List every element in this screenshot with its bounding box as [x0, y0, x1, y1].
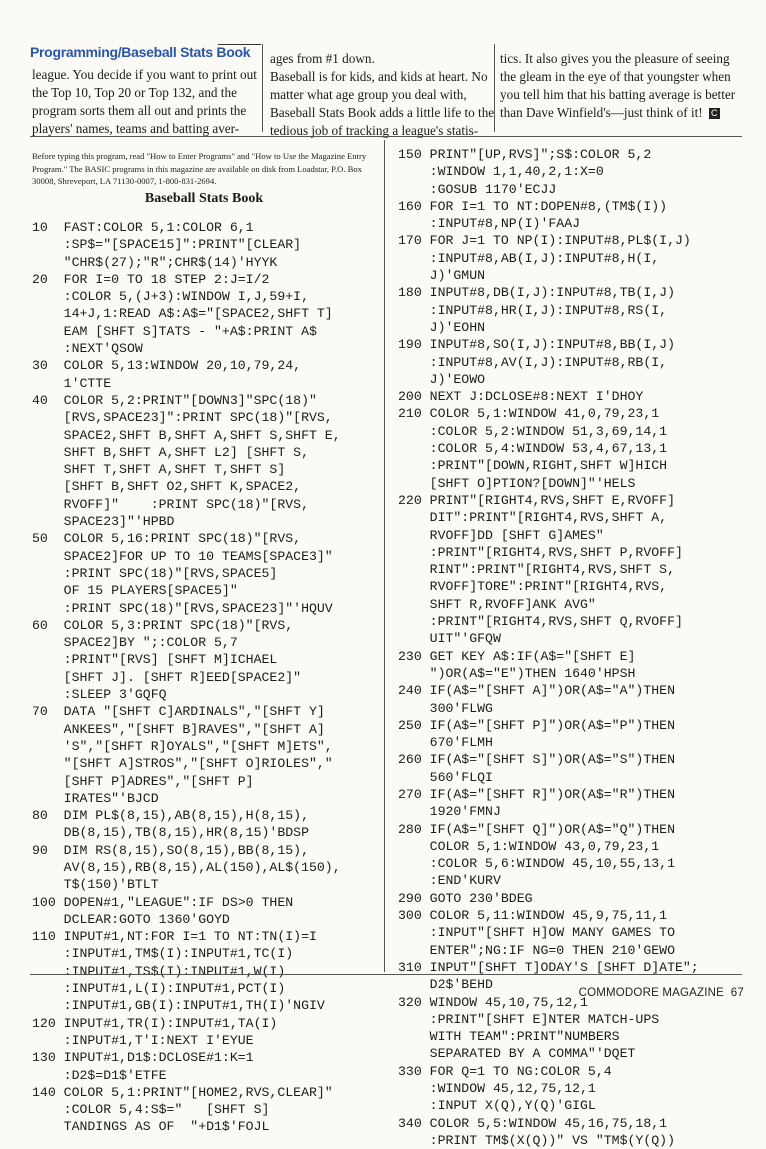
code-line: :INPUT"[SHFT H]OW MANY GAMES TO [398, 925, 675, 941]
code-line: 180 INPUT#8,DB(I,J):INPUT#8,TB(I,J) [398, 285, 675, 301]
code-line: 320 WINDOW 45,10,75,12,1 [398, 994, 588, 1010]
column-divider [384, 140, 385, 972]
code-line: 210 COLOR 5,1:WINDOW 41,0,79,23,1 [398, 406, 660, 422]
code-line: 80 DIM PL$(8,15),AB(8,15),H(8,15), [32, 808, 309, 824]
intro-column-3 [500, 50, 736, 122]
code-line: 1920'FMNJ [398, 804, 501, 820]
code-line: 560'FLQI [398, 769, 493, 785]
code-line: RVOFF]DD [SHFT G]AMES" [398, 527, 604, 543]
code-line: DCLEAR:GOTO 1360'GOYD [32, 911, 230, 927]
code-line: :INPUT#8,NP(I)'FAAJ [398, 216, 581, 232]
code-line: :INPUT#1,TM$(I):INPUT#1,TC(I) [32, 946, 294, 962]
code-line: SEPARATED BY A COMMA"'DQET [398, 1046, 636, 1062]
code-line: 250 IF(A$="[SHFT P]")OR(A$="P")THEN [398, 717, 675, 733]
code-line: 'S","[SHFT R]OYALS","[SHFT M]ETS", [32, 738, 333, 754]
code-line: IRATES"'BJCD [32, 790, 159, 806]
code-line: 310 INPUT"[SHFT T]ODAY'S [SHFT D]ATE"; [398, 959, 699, 975]
section-title: Programming/Baseball Stats Book [30, 44, 251, 60]
code-line: 14+J,1:READ A$:A$="[SPACE2,SHFT T] [32, 306, 333, 322]
code-line: ENTER";NG:IF NG=0 THEN 210'GEWO [398, 942, 675, 958]
code-line: [RVS,SPACE23]":PRINT SPC(18)"[RVS, [32, 410, 333, 426]
code-line: DB(8,15),TB(8,15),HR(8,15)'BDSP [32, 825, 309, 841]
code-line: 280 IF(A$="[SHFT Q]")OR(A$="Q")THEN [398, 821, 675, 837]
code-line: :INPUT#1,L(I):INPUT#1,PCT(I) [32, 981, 286, 997]
publication-name: COMMODORE MAGAZINE [578, 987, 724, 999]
code-line: [SHFT P]ADRES","[SHFT P] [32, 773, 254, 789]
page-bottom-rule [30, 974, 742, 975]
code-line: 150 PRINT"[UP,RVS]";S$:COLOR 5,2 [398, 147, 652, 162]
code-line: :D2$=D1$'ETFE [32, 1067, 167, 1083]
code-line: 40 COLOR 5,2:PRINT"[DOWN3]"SPC(18)" [32, 392, 317, 408]
code-line: 240 IF(A$="[SHFT A]")OR(A$="A")THEN [398, 683, 675, 699]
code-line: EAM [SHFT S]TATS - "+A$:PRINT A$ [32, 323, 317, 339]
code-line: :INPUT#1,GB(I):INPUT#1,TH(I)'NGIV [32, 998, 325, 1014]
code-line: :INPUT#8,AV(I,J):INPUT#8,RB(I, [398, 354, 668, 370]
code-line: SPACE2]BY ";:COLOR 5,7 [32, 635, 238, 651]
code-line: UIT"'GFQW [398, 631, 501, 647]
code-line: :GOSUB 1170'ECJJ [398, 181, 557, 197]
code-line: SPACE2,SHFT B,SHFT A,SHFT S,SHFT E, [32, 427, 341, 443]
code-line: :COLOR 5,(J+3):WINDOW I,J,59+I, [32, 289, 309, 305]
column-divider [494, 44, 495, 132]
code-line: :COLOR 5,2:WINDOW 51,3,69,14,1 [398, 423, 668, 439]
code-line: TANDINGS AS OF "+D1$'FOJL [32, 1119, 270, 1135]
code-line: 130 INPUT#1,D1$:DCLOSE#1:K=1 [32, 1050, 254, 1066]
page-footer [579, 987, 744, 999]
code-line: :INPUT X(Q),Y(Q)'GIGL [398, 1098, 596, 1114]
code-line: "CHR$(27);"R";CHR$(14)'HYYK [32, 254, 278, 270]
code-line: :PRINT TM$(X(Q))" VS "TM$(Y(Q)) [398, 1132, 675, 1148]
code-line: 340 COLOR 5,5:WINDOW 45,16,75,18,1 [398, 1115, 668, 1131]
intro-column-1-text: league. You decide if you want to print out the Top 10, Top 20 or Top 132, and the program sorts them all out and prints the players' names, teams and batting aver- [32, 67, 257, 136]
code-line: SPACE2]FOR UP TO 10 TEAMS[SPACE3]" [32, 548, 333, 564]
code-line: ")OR(A$="E")THEN 1640'HPSH [398, 665, 636, 681]
code-line: :END'KURV [398, 873, 501, 889]
code-line: :SLEEP 3'GQFQ [32, 687, 167, 703]
code-line: 300'FLWG [398, 700, 493, 716]
code-line: COLOR 5,1:WINDOW 43,0,79,23,1 [398, 838, 660, 854]
code-line: "[SHFT A]STROS","[SHFT O]RIOLES"," [32, 756, 333, 772]
code-line: 60 COLOR 5,3:PRINT SPC(18)"[RVS, [32, 617, 294, 633]
code-line: 200 NEXT J:DCLOSE#8:NEXT I'DHOY [398, 389, 644, 405]
code-line: 70 DATA "[SHFT C]ARDINALS","[SHFT Y] [32, 704, 325, 720]
code-line: [SHFT J]. [SHFT R]EED[SPACE2]" [32, 669, 302, 685]
code-line: [SHFT B,SHFT O2,SHFT K,SPACE2, [32, 479, 302, 495]
code-line: 110 INPUT#1,NT:FOR I=1 TO NT:TN(I)=I [32, 929, 317, 945]
end-mark-icon: C [709, 108, 720, 119]
code-line: 160 FOR I=1 TO NT:DOPEN#8,(TM$(I)) [398, 198, 668, 214]
column-divider [262, 44, 263, 132]
code-line: 290 GOTO 230'BDEG [398, 890, 533, 906]
code-line: :WINDOW 45,12,75,12,1 [398, 1081, 596, 1097]
code-line: D2$'BEHD [398, 977, 493, 993]
code-line: :PRINT"[RIGHT4,RVS,SHFT P,RVOFF] [398, 544, 683, 560]
code-line: RVOFF]TORE":PRINT"[RIGHT4,RVS, [398, 579, 668, 595]
code-line: :SP$="[SPACE15]":PRINT"[CLEAR] [32, 237, 302, 253]
code-line: :PRINT"[RVS] [SHFT M]ICHAEL [32, 652, 278, 668]
code-line: J)'EOWO [398, 371, 486, 387]
code-line: :PRINT"[RIGHT4,RVS,SHFT Q,RVOFF] [398, 614, 683, 630]
code-line: 190 INPUT#8,SO(I,J):INPUT#8,BB(I,J) [398, 337, 675, 353]
code-line: 120 INPUT#1,TR(I):INPUT#1,TA(I) [32, 1015, 278, 1031]
code-line: :NEXT'QSOW [32, 341, 143, 357]
code-line: :PRINT"[SHFT E]NTER MATCH-UPS [398, 1011, 660, 1027]
code-line: AV(8,15),RB(8,15),AL(150),AL$(150), [32, 859, 341, 875]
code-line: 1'CTTE [32, 375, 112, 391]
code-line: 50 COLOR 5,16:PRINT SPC(18)"[RVS, [32, 531, 302, 547]
code-line: 300 COLOR 5,11:WINDOW 45,9,75,11,1 [398, 908, 668, 924]
code-line: 20 FOR I=0 TO 18 STEP 2:J=I/2 [32, 271, 270, 287]
code-line: 90 DIM RS(8,15),SO(8,15),BB(8,15), [32, 842, 309, 858]
code-line: 220 PRINT"[RIGHT4,RVS,SHFT E,RVOFF] [398, 492, 675, 508]
code-line: J)'EOHN [398, 319, 486, 335]
section-title-rule [218, 44, 261, 45]
code-line: WITH TEAM":PRINT"NUMBERS [398, 1029, 620, 1045]
code-line: ANKEES","[SHFT B]RAVES","[SHFT A] [32, 721, 325, 737]
intro-column-1 [32, 66, 262, 138]
code-line: :COLOR 5,4:S$=" [SHFT S] [32, 1102, 270, 1118]
code-line: :PRINT SPC(18)"[RVS,SPACE23]"'HQUV [32, 600, 333, 616]
code-line: 30 COLOR 5,13:WINDOW 20,10,79,24, [32, 358, 302, 374]
code-line: T$(150)'BTLT [32, 877, 159, 893]
intro-bottom-rule [30, 136, 742, 137]
code-line: SPACE23]"'HPBD [32, 514, 175, 530]
intro-column-3-body: tics. It also gives you the pleasure of seeing the gleam in the eye of that youngster when you tell him that his batting average is better than Dave Winfield's—just think of it! [500, 51, 736, 120]
code-line: SHFT B,SHFT A,SHFT L2] [SHFT S, [32, 444, 309, 460]
code-line: DIT":PRINT"[RIGHT4,RVS,SHFT A, [398, 510, 668, 526]
code-line: :COLOR 5,6:WINDOW 45,10,55,13,1 [398, 856, 675, 872]
program-listing-left [32, 219, 341, 1136]
code-line: :PRINT SPC(18)"[RVS,SPACE5] [32, 565, 278, 581]
code-line: RVOFF]" :PRINT SPC(18)"[RVS, [32, 496, 309, 512]
intro-column-3-text [500, 50, 736, 122]
code-line: 100 DOPEN#1,"LEAGUE":IF DS>0 THEN [32, 894, 294, 910]
code-line: :PRINT"[DOWN,RIGHT,SHFT W]HICH [398, 458, 668, 474]
code-line: SHFT R,RVOFF]ANK AVG" [398, 596, 596, 612]
code-line: :COLOR 5,4:WINDOW 53,4,67,13,1 [398, 441, 668, 457]
code-line: :INPUT#8,AB(I,J):INPUT#8,H(I, [398, 250, 660, 266]
typing-note-text: Before typing this program, read "How to Enter Programs" and "How to Use the Magazine Entry Program." The BASIC programs in this magazine are available on disk from Loadstar, P.O. Box 30008, Shreveport, LA 71130-0007, 1-800-831-2694. [32, 151, 367, 186]
code-line: :INPUT#1,TS$(I):INPUT#1,W(I) [32, 963, 286, 979]
code-line: 140 COLOR 5,1:PRINT"[HOME2,RVS,CLEAR]" [32, 1084, 333, 1100]
typing-note [32, 150, 376, 188]
code-line: [SHFT O]PTION?[DOWN]"'HELS [398, 475, 636, 491]
code-line: 170 FOR J=1 TO NP(I):INPUT#8,PL$(I,J) [398, 233, 691, 249]
code-line: :WINDOW 1,1,40,2,1:X=0 [398, 164, 604, 180]
code-line: 230 GET KEY A$:IF(A$="[SHFT E] [398, 648, 636, 664]
intro-column-2 [270, 50, 496, 140]
page-number: 67 [730, 987, 744, 999]
code-line: 330 FOR Q=1 TO NG:COLOR 5,4 [398, 1063, 612, 1079]
program-title: Baseball Stats Book [144, 191, 264, 206]
code-line: RINT":PRINT"[RIGHT4,RVS,SHFT S, [398, 562, 675, 578]
code-line: 260 IF(A$="[SHFT S]")OR(A$="S")THEN [398, 752, 675, 768]
intro-column-2-text: ages from #1 down. Baseball is for kids, and kids at heart. No matter what age group you deal with, Baseball Stats Book adds a little life to the tedious job of tracking a league's statis- [270, 51, 495, 138]
code-line: SHFT T,SHFT A,SHFT T,SHFT S] [32, 462, 286, 478]
code-line: :INPUT#1,T'I:NEXT I'EYUE [32, 1032, 254, 1048]
code-line: 670'FLMH [398, 735, 493, 751]
code-line: 10 FAST:COLOR 5,1:COLOR 6,1 [32, 220, 254, 235]
code-line: :INPUT#8,HR(I,J):INPUT#8,RS(I, [398, 302, 668, 318]
code-line: 270 IF(A$="[SHFT R]")OR(A$="R")THEN [398, 786, 675, 802]
code-line: OF 15 PLAYERS[SPACE5]" [32, 583, 238, 599]
code-line: J)'GMUN [398, 268, 486, 284]
